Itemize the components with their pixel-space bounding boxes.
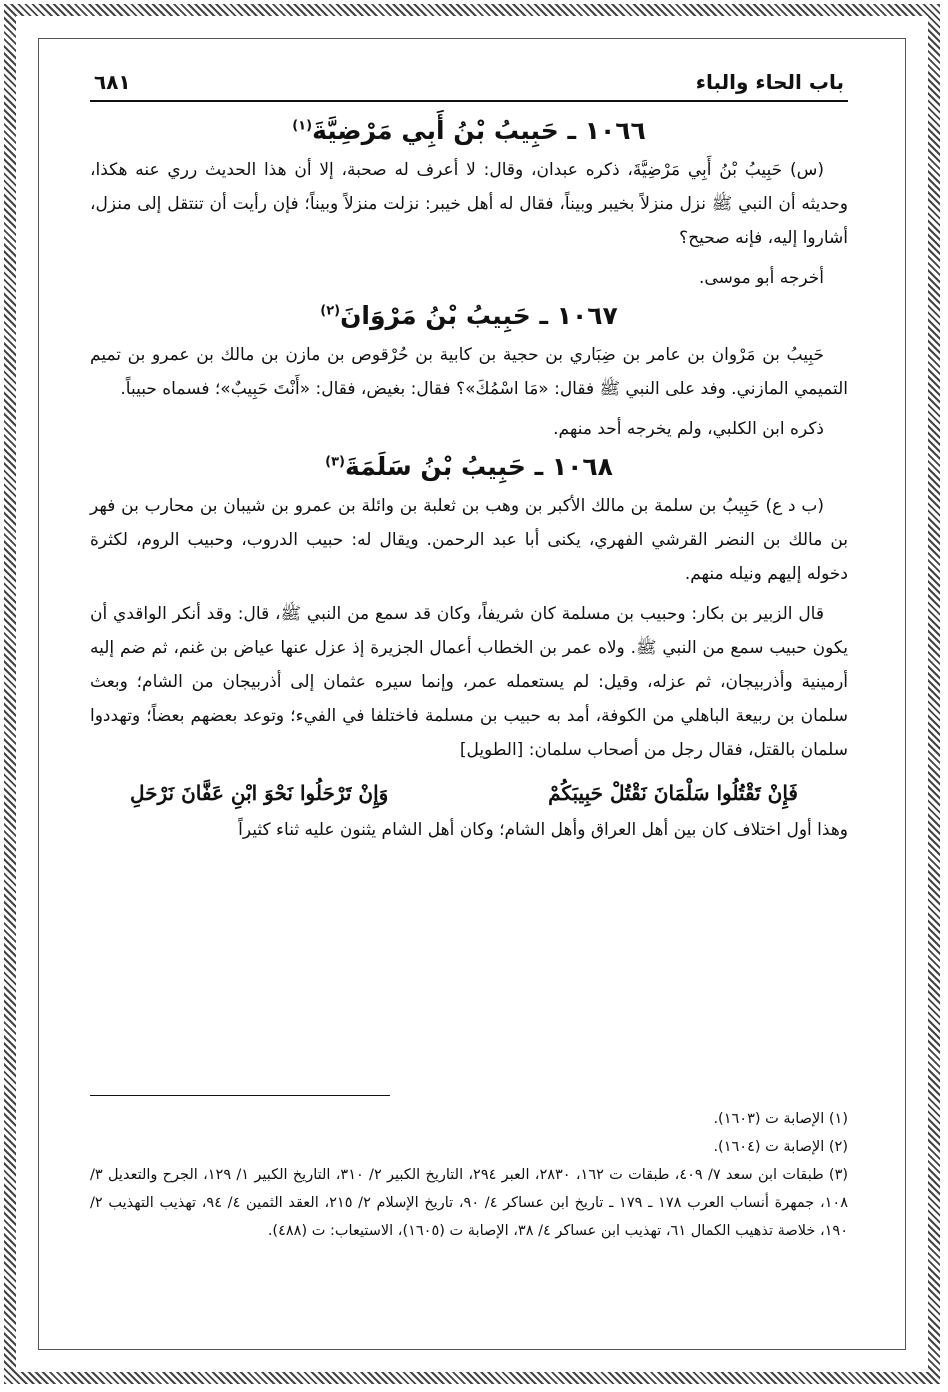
running-header <box>90 70 848 102</box>
footnotes <box>90 1105 848 1245</box>
entry-paragraph: حَبِيبُ بن مَرْوان بن عامر بن ضِبَاري بن حجية بن كابية بن حُرْقوص بن مازن بن مالك بن عمرو بن تميم التميمي المازني. وفد على النبي ﷺ فقال: «مَا اسْمُكَ»؟ فقال: بغيض، فقال: «أَنْتَ حَبِيبٌ»؛ فسماه حبيباً. <box>90 345 848 399</box>
entry-heading: ١٠٦٧ ـ حَبِيبُ بْنُ مَرْوَانَ <box>340 301 618 330</box>
footnote-item: (٢) الإصابة ت (١٦٠٤). <box>713 1139 848 1155</box>
footnote-ref[interactable]: (٢) <box>320 303 341 319</box>
entry-title-1066 <box>90 116 848 145</box>
entry-paragraph: وهذا أول اختلاف كان بين أهل العراق وأهل الشام؛ وكان أهل الشام يثنون عليه ثناء كثيراً <box>238 820 848 840</box>
entry-paragraph: ذكره ابن الكلبي، ولم يخرجه أحد منهم. <box>553 419 824 439</box>
footnote-item: (٣) طبقات ابن سعد ٧/ ٤٠٩، طبقات ت ١٦٢، ٢٨٣٠، العبر ٢٩٤، التاريخ الكبير ٢/ ٣١٠، التاريخ الكبير ١/ ١٢٩، الجرح والتعديل ٣/ ١٠٨، جمهرة أنساب العرب ١٧٨ ـ ١٧٩ ـ تاريخ ابن عساكر ٤/ ٩٠، تاريخ الإسلام ٢/ ٢١٥، العقد الثمين ٤/ ٩٤، تهذيب التهذيب ٢/ ١٩٠، خلاصة تذهيب الكمال ٦١، تهذيب ابن عساكر ٤/ ٣٨، الإصابة ت (١٦٠٥)، الاستيعاب: ت (٤٨٨). <box>90 1167 849 1239</box>
footnote-ref[interactable]: (٣) <box>325 454 345 470</box>
poem-verse <box>90 773 848 813</box>
entry-heading: ١٠٦٦ ـ حَبِيبُ بْنُ أَبِي مَرْضِيَّةَ <box>312 116 646 145</box>
poem-hemistich-second: وَإِنْ تَرْحَلُوا نَحْوَ ابْنِ عَفَّانَ نَرْحَلِ <box>130 781 389 805</box>
entry-paragraph: قال الزبير بن بكار: وحبيب بن مسلمة كان شريفاً، وكان قد سمع من النبي ﷺ، قال: وقد أنكر الواقدي أن يكون حبيب سمع من النبي ﷺ. ولاه عمر بن الخطاب أعمال الجزيرة إذ عزل عنها عياض بن غنم، ثم ضم إليه أرمينية وأذربيجان، ثم عزله، وقيل: لم يستعمله عمر، وإنما سيره عثمان إلى أذربيجان من الشام؛ وبعث سلمان بن ربيعة الباهلي من الكوفة، أمد به حبيب بن مسلمة فاختلفا في الفيء؛ وتوعد بعضهم بعضاً؛ وتهددوا سلمان بالقتل، فقال رجل من أصحاب سلمان: [الطويل] <box>90 604 848 760</box>
entry-title-1067 <box>90 301 848 330</box>
chapter-title: باب الحاء والباء <box>695 70 844 94</box>
entry-title-1068 <box>90 452 848 481</box>
footnote-item: (١) الإصابة ت (١٦٠٣). <box>713 1111 848 1127</box>
footnote-ref[interactable]: (١) <box>292 118 313 134</box>
page-number: ٦٨١ <box>94 70 131 94</box>
page-body <box>90 70 849 1239</box>
entry-paragraph: (س) حَبِيبُ بْنُ أَبِي مَرْضِيَّةَ، ذكره عبدان، وقال: لا أعرف له صحبة، إلا أن هذا الحديث رري عنه هكذا، وحديثه أن النبي ﷺ نزل منزلاً بخيبر وبيناً، فقال له أهل خيبر: نزلت منزلاً وبيناً؛ فإن رأيت أن تنتقل إلى منزل، أشاروا إليه، فإنه صحيح؟ <box>90 160 848 248</box>
entry-heading: ١٠٦٨ ـ حَبِيبُ بْنُ سَلَمَةَ <box>344 452 613 481</box>
entry-paragraph: (ب د ع) حَبِيبُ بن سلمة بن مالك الأكبر بن وهب بن ثعلبة بن وائلة بن عمرو بن شيبان بن محارب بن فهر بن مالك بن النضر القرشي الفهري، يكنى أبا عبد الرحمن. ويقال له: حبيب الدروب، وحبيب الروم، لكثرة دخوله إليهم ونيله منهم. <box>90 496 848 584</box>
entry-paragraph: أخرجه أبو موسى. <box>699 268 824 288</box>
poem-hemistich-first: فَإِنْ تَقْتُلُوا سَلْمَانَ نَقْتُلْ حَبِيبَكُمْ <box>548 781 798 805</box>
footnote-divider <box>90 1095 390 1096</box>
